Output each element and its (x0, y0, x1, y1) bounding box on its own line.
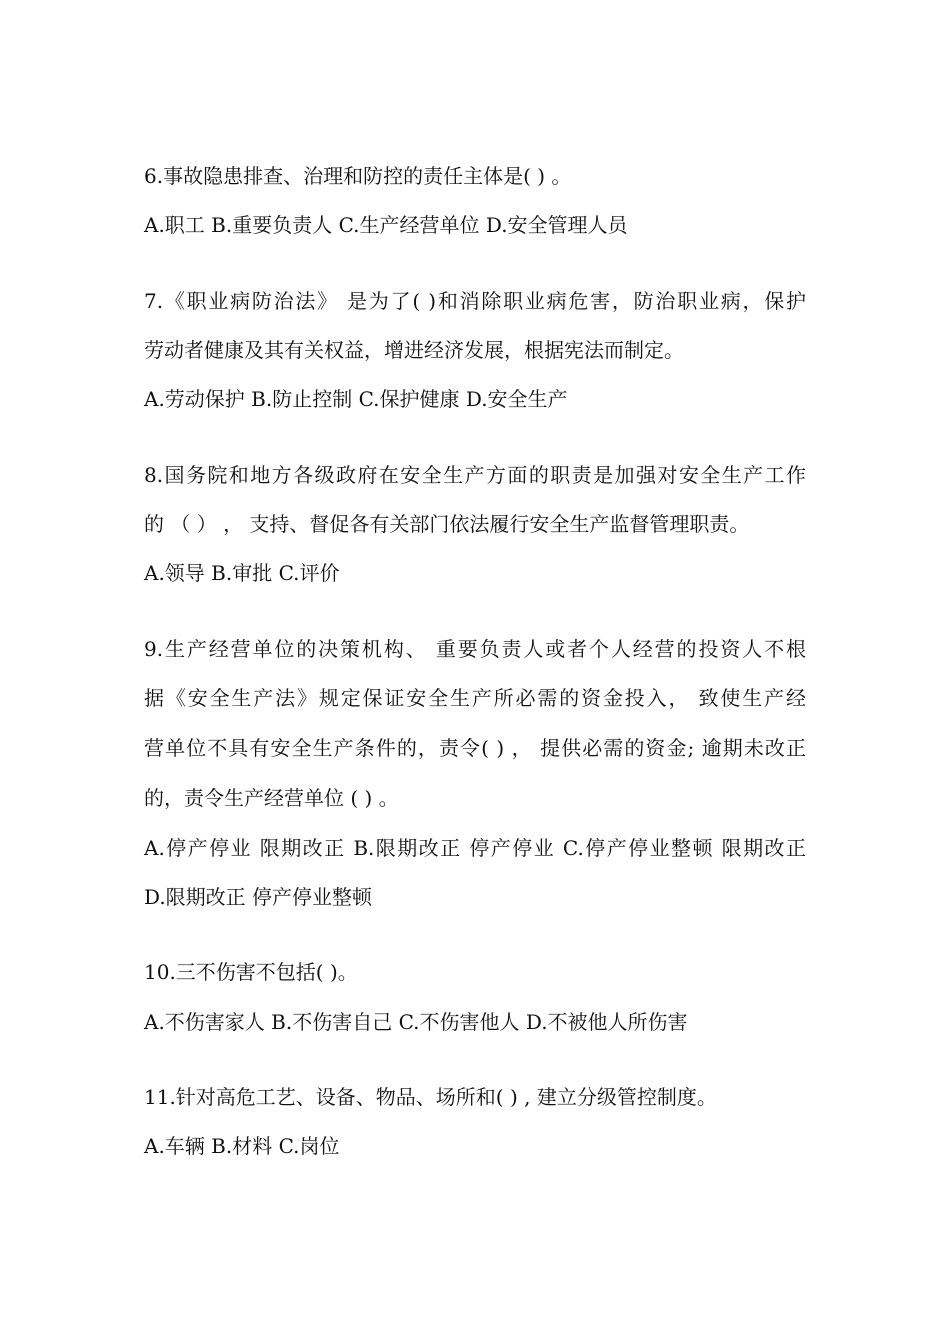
question-10-stem-line-1: 10.三不伤害不包括( )。 (144, 960, 358, 984)
question-7-stem-line-2: 劳动者健康及其有关权益，增进经济发展，根据宪法而制定。 (144, 338, 684, 362)
question-9-stem-line-4: 的，责令生产经营单位 ( ) 。 (144, 786, 399, 810)
question-7-options: A.劳动保护 B.防止控制 C.保护健康 D.安全生产 (144, 387, 568, 411)
question-9-stem-line-3: 营单位不具有安全生产条件的，责令( ) ， 提供必需的资金; 逾期未改正 (144, 736, 806, 760)
question-6-stem-line-1: 6.事故隐患排查、治理和防控的责任主体是( ) 。 (144, 164, 572, 188)
question-6-options: A.职工 B.重要负责人 C.生产经营单位 D.安全管理人员 (144, 213, 628, 237)
question-7-stem-line-1: 7.《职业病防治法》 是为了( )和消除职业病危害，防治职业病，保护 (144, 289, 806, 313)
question-9-options-line-2: D.限期改正 停产停业整顿 (144, 885, 373, 909)
question-9-stem-line-1: 9.生产经营单位的决策机构、 重要负责人或者个人经营的投资人不根 (144, 637, 806, 661)
question-9-options-line-1: A.停产停业 限期改正 B.限期改正 停产停业 C.停产停业整顿 限期改正 (144, 836, 806, 860)
question-10-options: A.不伤害家人 B.不伤害自己 C.不伤害他人 D.不被他人所伤害 (144, 1010, 688, 1034)
question-8-stem-line-2: 的 （ ） ， 支持、督促各有关部门依法履行安全生产监督管理职责。 (144, 512, 750, 536)
question-8-options: A.领导 B.审批 C.评价 (144, 561, 340, 585)
question-8-stem-line-1: 8.国务院和地方各级政府在安全生产方面的职责是加强对安全生产工作 (144, 463, 806, 487)
question-11-stem-line-1: 11.针对高危工艺、设备、物品、场所和( ) , 建立分级管控制度。 (144, 1085, 717, 1109)
question-11-options: A.车辆 B.材料 C.岗位 (144, 1134, 340, 1158)
question-9-stem-line-2: 据《安全生产法》规定保证安全生产所必需的资金投入， 致使生产经 (144, 686, 806, 710)
